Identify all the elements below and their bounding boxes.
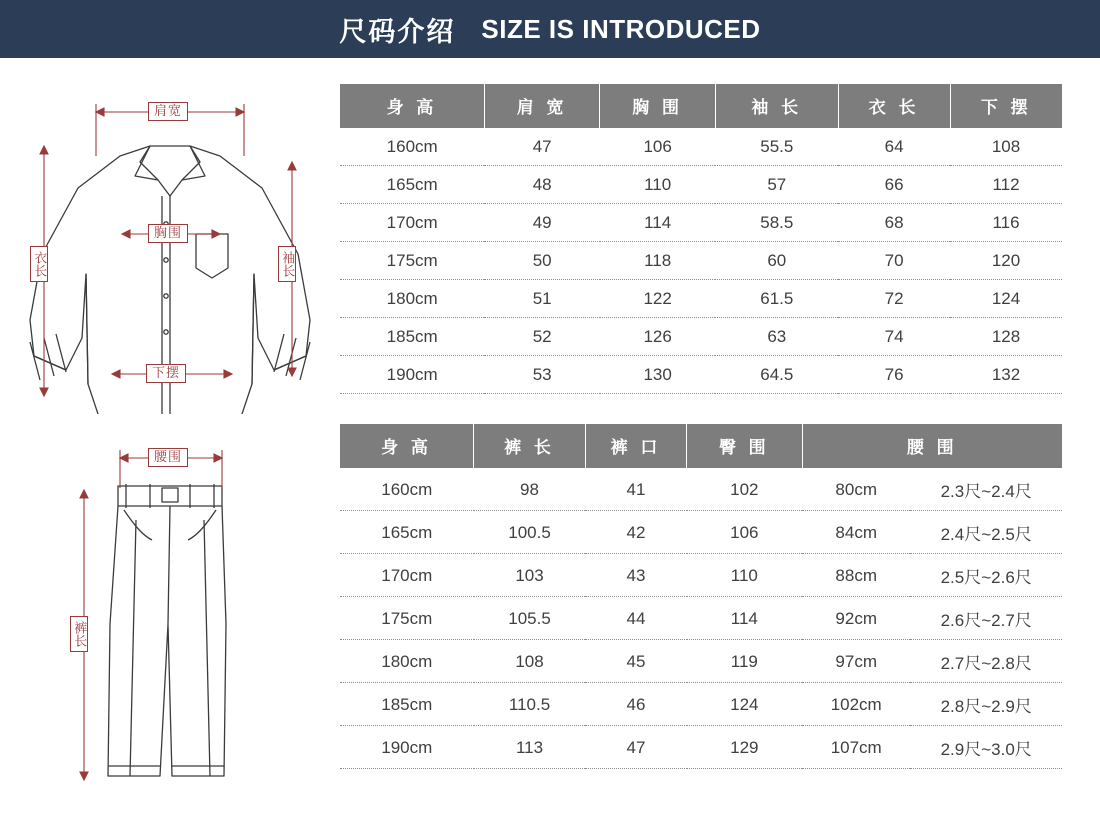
pants-figure-column bbox=[0, 424, 340, 794]
shirt-shoulder-label: 肩宽 bbox=[148, 102, 188, 121]
cell-length: 72 bbox=[838, 280, 950, 318]
shirt-col-shoulder: 肩 宽 bbox=[484, 84, 600, 128]
shirt-col-hem: 下 摆 bbox=[950, 84, 1062, 128]
cell-shoulder: 51 bbox=[484, 280, 600, 318]
cell-waist-cm: 88cm bbox=[802, 554, 910, 597]
table-row bbox=[340, 597, 1062, 640]
cell-sleeve: 63 bbox=[715, 318, 838, 356]
cell-hem: 120 bbox=[950, 242, 1062, 280]
pants-col-pant-opening: 裤 口 bbox=[585, 424, 686, 468]
shirt-table-header-row bbox=[340, 84, 1062, 128]
cell-waist-chi: 2.7尺~2.8尺 bbox=[910, 640, 1062, 683]
table-row bbox=[340, 511, 1062, 554]
cell-sleeve: 64.5 bbox=[715, 356, 838, 394]
cell-hem: 116 bbox=[950, 204, 1062, 242]
cell-height: 165cm bbox=[340, 166, 484, 204]
cell-pant-length: 108 bbox=[474, 640, 586, 683]
cell-hem: 124 bbox=[950, 280, 1062, 318]
shirt-size-table bbox=[340, 84, 1062, 394]
cell-pant-length: 100.5 bbox=[474, 511, 586, 554]
cell-pant-opening: 41 bbox=[585, 468, 686, 511]
table-row bbox=[340, 128, 1062, 166]
table-row bbox=[340, 280, 1062, 318]
cell-pant-length: 113 bbox=[474, 726, 586, 769]
pants-table-header-row bbox=[340, 424, 1062, 468]
cell-height: 180cm bbox=[340, 640, 474, 683]
cell-length: 66 bbox=[838, 166, 950, 204]
pants-col-waist: 腰 围 bbox=[802, 424, 1062, 468]
cell-shoulder: 47 bbox=[484, 128, 600, 166]
shirt-chest-label: 胸围 bbox=[148, 224, 188, 243]
cell-hem: 112 bbox=[950, 166, 1062, 204]
cell-sleeve: 60 bbox=[715, 242, 838, 280]
cell-pant-length: 103 bbox=[474, 554, 586, 597]
cell-height: 175cm bbox=[340, 242, 484, 280]
cell-shoulder: 52 bbox=[484, 318, 600, 356]
pants-section bbox=[0, 424, 1100, 794]
table-row bbox=[340, 726, 1062, 769]
shirt-col-sleeve: 袖 长 bbox=[715, 84, 838, 128]
cell-pant-opening: 42 bbox=[585, 511, 686, 554]
cell-hip: 119 bbox=[687, 640, 803, 683]
cell-shoulder: 50 bbox=[484, 242, 600, 280]
cell-pant-opening: 45 bbox=[585, 640, 686, 683]
pants-col-height: 身 高 bbox=[340, 424, 474, 468]
cell-height: 170cm bbox=[340, 554, 474, 597]
cell-pant-opening: 43 bbox=[585, 554, 686, 597]
shirt-col-length: 衣 长 bbox=[838, 84, 950, 128]
page-title-en: SIZE IS INTRODUCED bbox=[481, 13, 761, 44]
cell-hip: 106 bbox=[687, 511, 803, 554]
pants-size-table bbox=[340, 424, 1062, 769]
cell-length: 70 bbox=[838, 242, 950, 280]
cell-chest: 106 bbox=[600, 128, 716, 166]
pants-col-pant-length: 裤 长 bbox=[474, 424, 586, 468]
cell-height: 165cm bbox=[340, 511, 474, 554]
cell-sleeve: 55.5 bbox=[715, 128, 838, 166]
page-header-banner bbox=[0, 0, 1100, 58]
cell-length: 68 bbox=[838, 204, 950, 242]
cell-waist-cm: 80cm bbox=[802, 468, 910, 511]
shirt-length-label: 衣长 bbox=[30, 246, 48, 282]
table-row bbox=[340, 242, 1062, 280]
table-row bbox=[340, 640, 1062, 683]
cell-waist-cm: 107cm bbox=[802, 726, 910, 769]
cell-pant-opening: 44 bbox=[585, 597, 686, 640]
cell-hip: 124 bbox=[687, 683, 803, 726]
cell-height: 185cm bbox=[340, 318, 484, 356]
cell-height: 160cm bbox=[340, 468, 474, 511]
table-row bbox=[340, 468, 1062, 511]
cell-hem: 108 bbox=[950, 128, 1062, 166]
cell-waist-chi: 2.5尺~2.6尺 bbox=[910, 554, 1062, 597]
cell-height: 190cm bbox=[340, 356, 484, 394]
table-row bbox=[340, 356, 1062, 394]
cell-waist-chi: 2.6尺~2.7尺 bbox=[910, 597, 1062, 640]
pants-drawing bbox=[0, 424, 340, 794]
cell-hip: 129 bbox=[687, 726, 803, 769]
cell-chest: 118 bbox=[600, 242, 716, 280]
cell-pant-opening: 47 bbox=[585, 726, 686, 769]
cell-pant-length: 105.5 bbox=[474, 597, 586, 640]
cell-height: 160cm bbox=[340, 128, 484, 166]
cell-length: 64 bbox=[838, 128, 950, 166]
cell-waist-cm: 92cm bbox=[802, 597, 910, 640]
shirt-table-column bbox=[340, 84, 1100, 414]
shirt-hem-label: 下摆 bbox=[146, 364, 186, 383]
pants-waist-label: 腰围 bbox=[148, 448, 188, 467]
shirt-figure-column bbox=[0, 84, 340, 414]
shirt-sleeve-label: 袖长 bbox=[278, 246, 296, 282]
cell-chest: 110 bbox=[600, 166, 716, 204]
cell-chest: 126 bbox=[600, 318, 716, 356]
pants-length-label: 裤长 bbox=[70, 616, 88, 652]
cell-hem: 128 bbox=[950, 318, 1062, 356]
cell-chest: 114 bbox=[600, 204, 716, 242]
cell-pant-opening: 46 bbox=[585, 683, 686, 726]
cell-pant-length: 98 bbox=[474, 468, 586, 511]
cell-height: 185cm bbox=[340, 683, 474, 726]
cell-waist-cm: 97cm bbox=[802, 640, 910, 683]
cell-hip: 110 bbox=[687, 554, 803, 597]
cell-chest: 130 bbox=[600, 356, 716, 394]
cell-hem: 132 bbox=[950, 356, 1062, 394]
table-row bbox=[340, 554, 1062, 597]
table-row bbox=[340, 204, 1062, 242]
table-row bbox=[340, 683, 1062, 726]
cell-height: 170cm bbox=[340, 204, 484, 242]
shirt-diagram bbox=[0, 84, 340, 414]
cell-waist-chi: 2.9尺~3.0尺 bbox=[910, 726, 1062, 769]
cell-hip: 102 bbox=[687, 468, 803, 511]
shirt-col-chest: 胸 围 bbox=[600, 84, 716, 128]
table-row bbox=[340, 166, 1062, 204]
cell-height: 180cm bbox=[340, 280, 484, 318]
cell-sleeve: 57 bbox=[715, 166, 838, 204]
shirt-col-height: 身 高 bbox=[340, 84, 484, 128]
cell-waist-chi: 2.3尺~2.4尺 bbox=[910, 468, 1062, 511]
cell-height: 175cm bbox=[340, 597, 474, 640]
table-row bbox=[340, 318, 1062, 356]
pants-diagram bbox=[0, 424, 340, 794]
cell-sleeve: 58.5 bbox=[715, 204, 838, 242]
pants-table-column bbox=[340, 424, 1100, 794]
cell-waist-chi: 2.8尺~2.9尺 bbox=[910, 683, 1062, 726]
page-title-cn: 尺码介绍 bbox=[339, 16, 456, 47]
cell-length: 76 bbox=[838, 356, 950, 394]
cell-sleeve: 61.5 bbox=[715, 280, 838, 318]
shirt-section bbox=[0, 84, 1100, 414]
cell-chest: 122 bbox=[600, 280, 716, 318]
cell-shoulder: 49 bbox=[484, 204, 600, 242]
cell-shoulder: 53 bbox=[484, 356, 600, 394]
pants-col-hip: 臀 围 bbox=[687, 424, 803, 468]
cell-length: 74 bbox=[838, 318, 950, 356]
cell-pant-length: 110.5 bbox=[474, 683, 586, 726]
cell-waist-chi: 2.4尺~2.5尺 bbox=[910, 511, 1062, 554]
cell-hip: 114 bbox=[687, 597, 803, 640]
cell-waist-cm: 102cm bbox=[802, 683, 910, 726]
cell-height: 190cm bbox=[340, 726, 474, 769]
cell-shoulder: 48 bbox=[484, 166, 600, 204]
cell-waist-cm: 84cm bbox=[802, 511, 910, 554]
